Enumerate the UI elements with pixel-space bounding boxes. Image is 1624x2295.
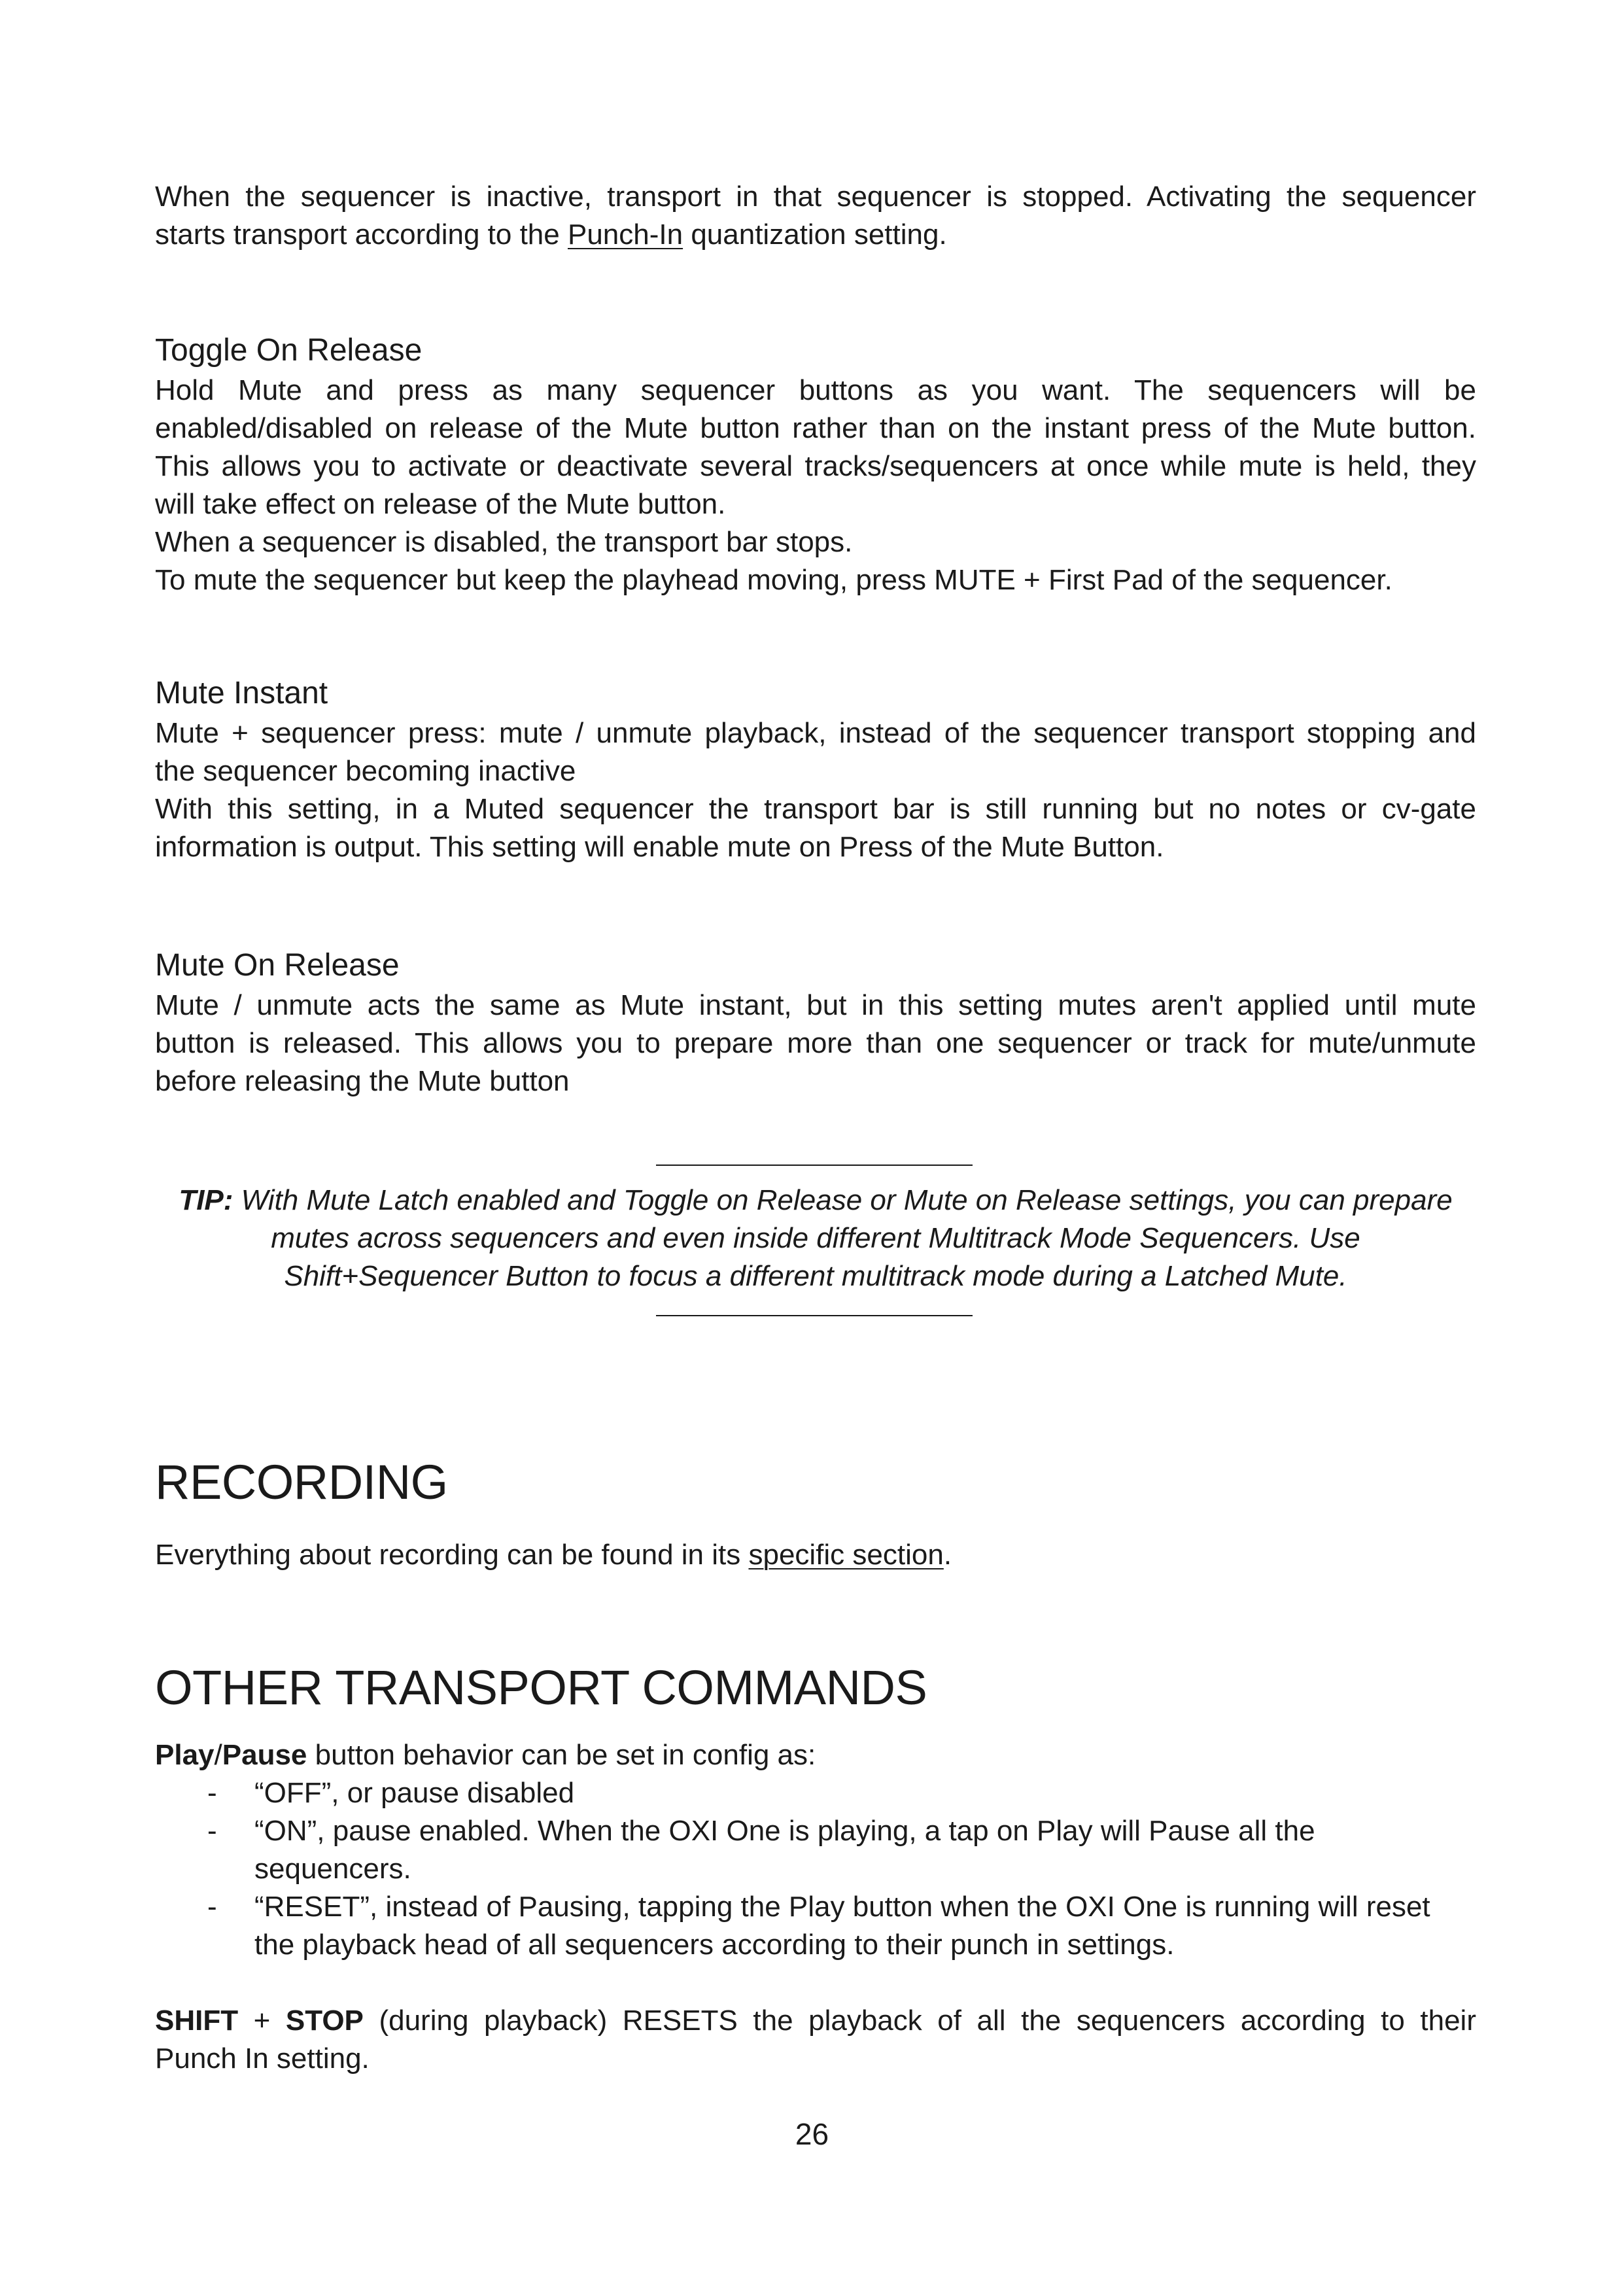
play-pause-text: button behavior can be set in config as:: [307, 1739, 816, 1771]
toggle-line-2: enabled/disabled on release of the Mute button rather than on the instant press of the Mute button.: [155, 412, 1476, 444]
intro-line-1: When the sequencer is inactive, transport in that sequencer is stopped. Activating the sequencer: [155, 181, 1476, 213]
mute-instant-line-3: With this setting, in a Muted sequencer the transport bar is still running but no notes or cv-gate: [155, 793, 1476, 825]
play-slash: /: [214, 1739, 222, 1771]
tip-label: TIP:: [179, 1184, 233, 1216]
toggle-on-release-section: [155, 331, 1476, 599]
list-item: [155, 1774, 1476, 1812]
punch-in-link[interactable]: Punch-In: [567, 219, 683, 251]
play-pause-line: [155, 1736, 1476, 1774]
bullet-text: “OFF”, or pause disabled: [254, 1777, 575, 1809]
recording-heading: RECORDING: [155, 1455, 448, 1509]
mute-release-line-3: before releasing the Mute button: [155, 1065, 570, 1097]
recording-section: [155, 1454, 1476, 1574]
shift-stop-text: (during playback) RESETS the playback of all the sequencers according to their: [363, 2005, 1476, 2037]
mute-instant-line-2: the sequencer becoming inactive: [155, 755, 576, 787]
play-pause-options-list: [155, 1774, 1476, 1964]
tip-text-1: With Mute Latch enabled and Toggle on Release or Mute on Release settings, you can prepare: [233, 1184, 1453, 1216]
other-transport-section: [155, 1659, 1476, 2078]
recording-paragraph: [155, 1536, 1476, 1574]
tip-block: [155, 1182, 1476, 1295]
specific-section-link[interactable]: specific section: [748, 1539, 944, 1571]
mute-instant-line-1: Mute + sequencer press: mute / unmute playback, instead of the sequencer transport stopping and: [155, 717, 1476, 749]
play-label: Play: [155, 1739, 215, 1771]
bullet-dash: -: [207, 1891, 217, 1923]
mute-instant-body: [155, 714, 1476, 866]
page-number: 26: [795, 2117, 829, 2151]
mute-instant-section: [155, 674, 1476, 866]
stop-label: STOP: [285, 2005, 364, 2037]
intro-paragraph: [155, 178, 1476, 254]
list-item: [155, 1888, 1476, 1964]
plus-sign: +: [238, 2005, 286, 2037]
mute-on-release-title: Mute On Release: [155, 948, 400, 983]
recording-line: [155, 1536, 1476, 1574]
toggle-line-3: This allows you to activate or deactivate several tracks/sequencers at once while mute is held, they: [155, 450, 1476, 482]
other-transport-heading: OTHER TRANSPORT COMMANDS: [155, 1660, 927, 1715]
bullet-text: “RESET”, instead of Pausing, tapping the Play button when the OXI One is running will reset: [254, 1891, 1430, 1923]
mute-release-line-1: Mute / unmute acts the same as Mute instant, but in this setting mutes aren't applied until mute: [155, 989, 1476, 1021]
toggle-on-release-title: Toggle On Release: [155, 333, 423, 368]
toggle-line-1: Hold Mute and press as many sequencer buttons as you want. The sequencers will be: [155, 374, 1476, 406]
intro-text: starts transport according to the: [155, 219, 568, 251]
bullet-dash: -: [207, 1777, 217, 1809]
shift-stop-line-1: [155, 2002, 1476, 2040]
mute-release-line-2: button is released. This allows you to prepare more than one sequencer or track for mute/unmute: [155, 1027, 1476, 1059]
mute-instant-title: Mute Instant: [155, 676, 328, 710]
tip-top-rule: [656, 1165, 973, 1166]
play-pause-paragraph: [155, 1736, 1476, 1774]
toggle-on-release-body: [155, 372, 1476, 599]
toggle-line-6: To mute the sequencer but keep the playhead moving, press MUTE + First Pad of the sequencer.: [155, 564, 1392, 596]
tip-line-1: [155, 1182, 1476, 1219]
pause-label: Pause: [222, 1739, 307, 1771]
list-item: [155, 1812, 1476, 1888]
bullet-text-cont: sequencers.: [254, 1853, 411, 1885]
shift-stop-line-2: Punch In setting.: [155, 2042, 370, 2075]
mute-on-release-section: [155, 946, 1476, 1100]
bullet-text: “ON”, pause enabled. When the OXI One is playing, a tap on Play will Pause all the: [254, 1815, 1315, 1847]
mute-on-release-body: [155, 987, 1476, 1100]
intro-text-end: quantization setting.: [683, 219, 947, 251]
shift-stop-paragraph: [155, 2002, 1476, 2078]
tip-line-2: mutes across sequencers and even inside different Multitrack Mode Sequencers. Use: [271, 1222, 1360, 1254]
bullet-dash: -: [207, 1815, 217, 1847]
recording-text-end: .: [943, 1539, 952, 1571]
shift-label: SHIFT: [155, 2005, 239, 2037]
tip-line-3: Shift+Sequencer Button to focus a different multitrack mode during a Latched Mute.: [284, 1260, 1347, 1292]
mute-instant-line-4: information is output. This setting will enable mute on Press of the Mute Button.: [155, 831, 1164, 863]
toggle-line-4: will take effect on release of the Mute button.: [155, 488, 726, 520]
intro-line-2: [155, 216, 1476, 254]
bullet-text-cont: the playback head of all sequencers according to their punch in settings.: [254, 1929, 1175, 1961]
toggle-line-5: When a sequencer is disabled, the transport bar stops.: [155, 526, 853, 558]
recording-text: Everything about recording can be found in its: [155, 1539, 749, 1571]
tip-bottom-rule: [656, 1315, 973, 1316]
